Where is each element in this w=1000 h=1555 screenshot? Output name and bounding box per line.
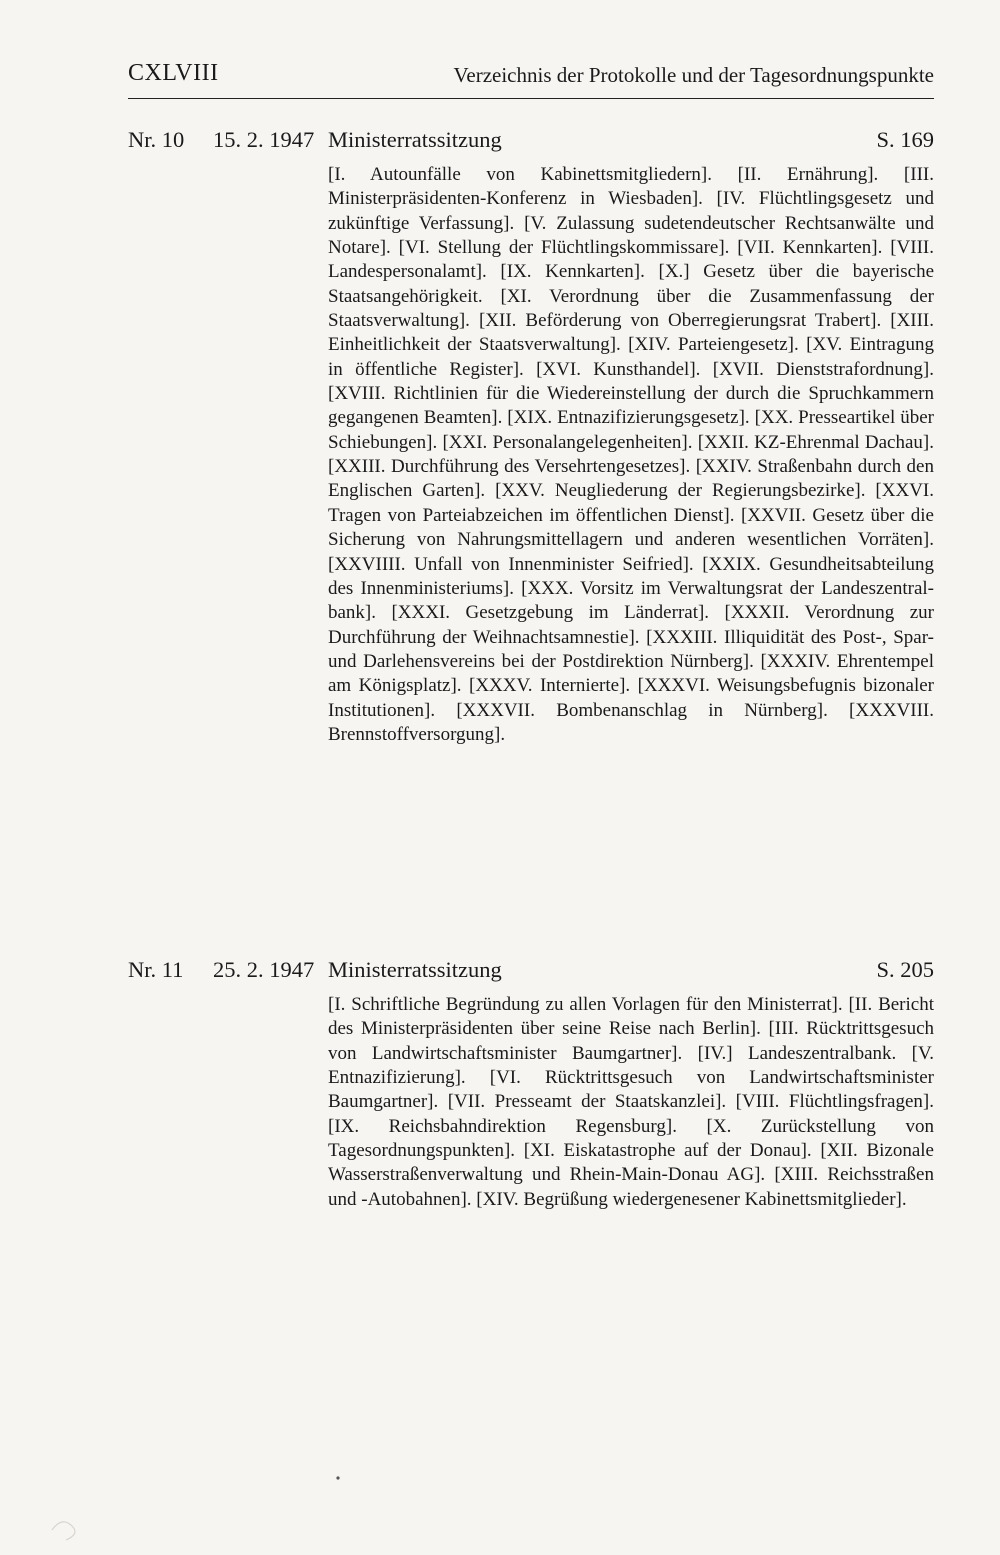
entry-date: 15. 2. 1947 (213, 127, 315, 152)
entry-number: Nr. 11 (128, 957, 184, 982)
page-number: CXLVIII (128, 60, 219, 86)
running-head (128, 58, 934, 99)
entry-page-reference: S. 205 (876, 957, 934, 982)
entry-title: Ministerratssitzung (328, 127, 502, 152)
paper-mark (52, 1522, 75, 1540)
protocol-entry-11 (128, 957, 934, 1212)
entry-date: 25. 2. 1947 (213, 957, 315, 982)
entry-number: Nr. 10 (128, 127, 185, 152)
running-title: Verzeichnis der Protokolle und der Tagesordnungspunkte (453, 63, 934, 87)
agenda-items: [I. Schriftliche Begründung zu allen Vorlagen für den Ministerrat]. [II. Bericht des Ministerpräsidenten über seine Reise nach Berlin]. [III. Rücktrittsgesuch von Landwirtschaftsminister Baumgartner]. [IV.] Landeszentralbank. [V. Entnazifizierung]. [VI. Rücktrittsgesuch von Landwirtschaftsminister Baumgartner]. [VII. Presseamt der Staatskanzlei]. [VIII. Flüchtlingsfragen]. [IX. Reichsbahndirektion Regensburg]. [X. Zurückstellung von Tagesordnungspunkten]. [XI. Eiskatastrophe auf der Donau]. [XII. Bizonale Wasserstraßenverwaltung und Rhein-Main-Donau AG]. [XIII. Reichsstraßen und -Autobahnen]. [XIV. Begrüßung wiedergenesener Kabinettsmitglieder]. (328, 994, 934, 1210)
protocol-entry-10 (128, 127, 934, 747)
speck (336, 1476, 339, 1479)
entry-heading (128, 957, 934, 991)
entry-page-reference: S. 169 (876, 127, 934, 152)
entry-heading (128, 127, 934, 161)
entry-title: Ministerratssitzung (328, 957, 502, 982)
agenda-items: [I. Autounfälle von Kabinettsmitgliedern]. [II. Ernährung]. [III. Ministerpräsidenten-Konferenz in Wiesbaden]. [IV. Flüchtlingsgesetz und zukünftige Verfassung]. [V. Zulassung sudetendeutscher Rechtsanwälte und Notare]. [VI. Stellung der Flüchtlingskommissare]. [VII. Kennkarten]. [VIII. Landespersonalamt]. [IX. Kennkarten]. [X.] Gesetz über die bayerische Staatsangehörigkeit. [XI. Verordnung über die Zusammenfassung der Staatsverwaltung]. [XII. Beförderung von Oberregierungsrat Trabert]. [XIII. Einheitlichkeit der Staatsverwaltung]. [XIV. Parteiengesetz]. [XV. Eintragung in öffentliche Register]. [XVI. Kunsthandel]. [XVII. Dienststrafordnung]. [XVIII. Richtlinien für die Wiedereinstellung der durch die Spruchkammern gegangenen Beamten]. [XIX. Entnazifizierungsgesetz]. [XX. Presseartikel über Schiebungen]. [XXI. Personalangelegenheiten]. [XXII. KZ-Ehrenmal Dachau]. [XXIII. Durchführung des Versehrtengesetzes]. [XXIV. Straßenbahn durch den Englischen Garten]. [XXV. Neugliederung der Regierungsbezirke]. [XXVI. Tragen von Parteiabzeichen im öffentlichen Dienst]. [XXVII. Gesetz über die Sicherung von Nahrungsmittellagern und anderen wesentlichen Vorräten]. [XXVIIII. Unfall von Innenminister Seifried]. [XXIX. Gesundheitsabteilung des Innenministeriums]. [XXX. Vorsitz im Verwaltungsrat der Landeszentralbank]. [XXXI. Gesetzgebung im Länderrat]. [XXXII. Verordnung zur Durchführung der Weihnachtsamnestie]. [XXXIII. Illiquidität des Post-, Spar- und Darlehensvereins bei der Postdirektion Nürnberg]. [XXXIV. Ehrentempel am Königsplatz]. [XXXV. Internierte]. [XXXVI. Weisungsbefugnis bizonaler Institutionen]. [XXXVII. Bombenanschlag in Nürnberg]. [XXXVIII. Brennstoffversorgung]. (328, 164, 934, 745)
